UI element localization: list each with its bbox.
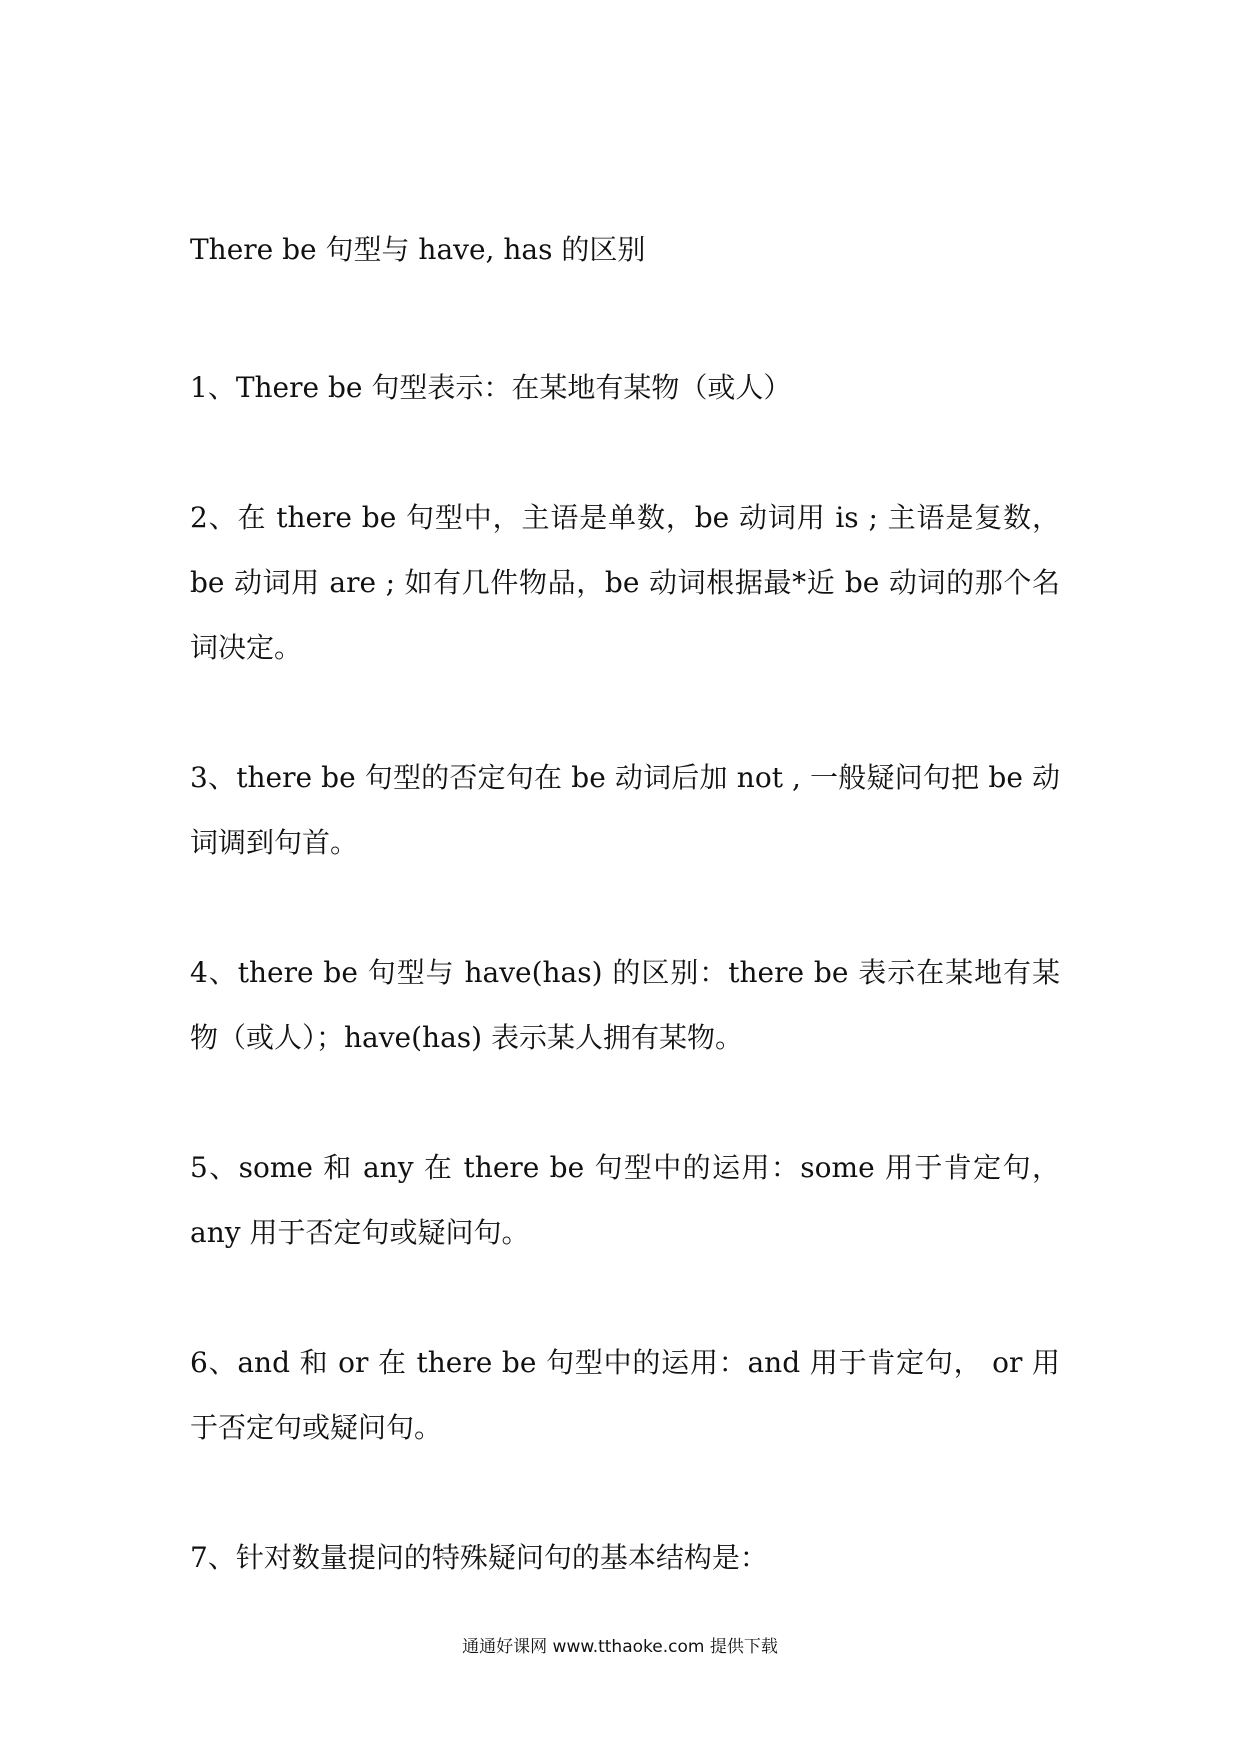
paragraph-2: 2、在 there be 句型中，主语是单数，be 动词用 is ; 主语是复数，be 动词用 are ; 如有几件物品，be 动词根据最*近 be 动词的那个名词决定。 [190, 501, 1060, 664]
paragraph-3: 3、there be 句型的否定句在 be 动词后加 not , 一般疑问句把 be 动词调到句首。 [190, 761, 1060, 859]
paragraph-6: 6、and 和 or 在 there be 句型中的运用：and 用于肯定句， or 用于否定句或疑问句。 [190, 1346, 1060, 1444]
document-body [190, 225, 1060, 1655]
footer-watermark: 通通好课网 www.tthaoke.com 提供下载 [462, 1637, 778, 1657]
paragraph-1: 1、There be 句型表示：在某地有某物（或人） [190, 371, 792, 404]
document-title: There be 句型与 have, has 的区别 [190, 233, 646, 266]
paragraph-4: 4、there be 句型与 have(has) 的区别：there be 表示在某地有某物（或人）；have(has) 表示某人拥有某物。 [190, 956, 1060, 1054]
paragraph-5: 5、some 和 any 在 there be 句型中的运用：some 用于肯定句， any 用于否定句或疑问句。 [190, 1151, 1060, 1249]
paragraph-7: 7、针对数量提问的特殊疑问句的基本结构是： [190, 1541, 768, 1574]
